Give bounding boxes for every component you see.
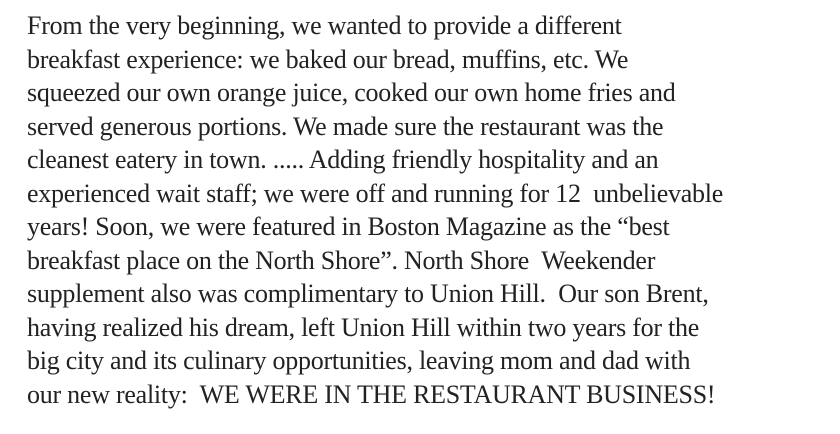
paragraph-line: experienced wait staff; we were off and running for 12 unbelievable (27, 178, 724, 208)
paragraph-line: served generous portions. We made sure the restaurant was the (27, 111, 664, 141)
paragraph-line: our new reality: WE WERE IN THE RESTAURANT BUSINESS! (27, 379, 716, 409)
paragraph-line: breakfast place on the North Shore”. North Shore Weekender (27, 245, 656, 275)
paragraph-line: breakfast experience: we baked our bread, muffins, etc. We (27, 44, 629, 74)
paragraph-line: having realized his dream, left Union Hill within two years for the (27, 312, 700, 342)
paragraph-line: years! Soon, we were featured in Boston Magazine as the “best (27, 212, 670, 241)
paragraph-line: squeezed our own orange juice, cooked our own home fries and (27, 78, 676, 107)
paragraph-line: supplement also was complimentary to Union Hill. Our son Brent, (27, 279, 709, 308)
paragraph-line: big city and its culinary opportunities, leaving mom and dad with (27, 346, 691, 375)
paragraph-line: From the very beginning, we wanted to provide a different (27, 11, 622, 40)
paragraph-line: cleanest eatery in town. ..... Adding friendly hospitality and an (27, 145, 659, 174)
